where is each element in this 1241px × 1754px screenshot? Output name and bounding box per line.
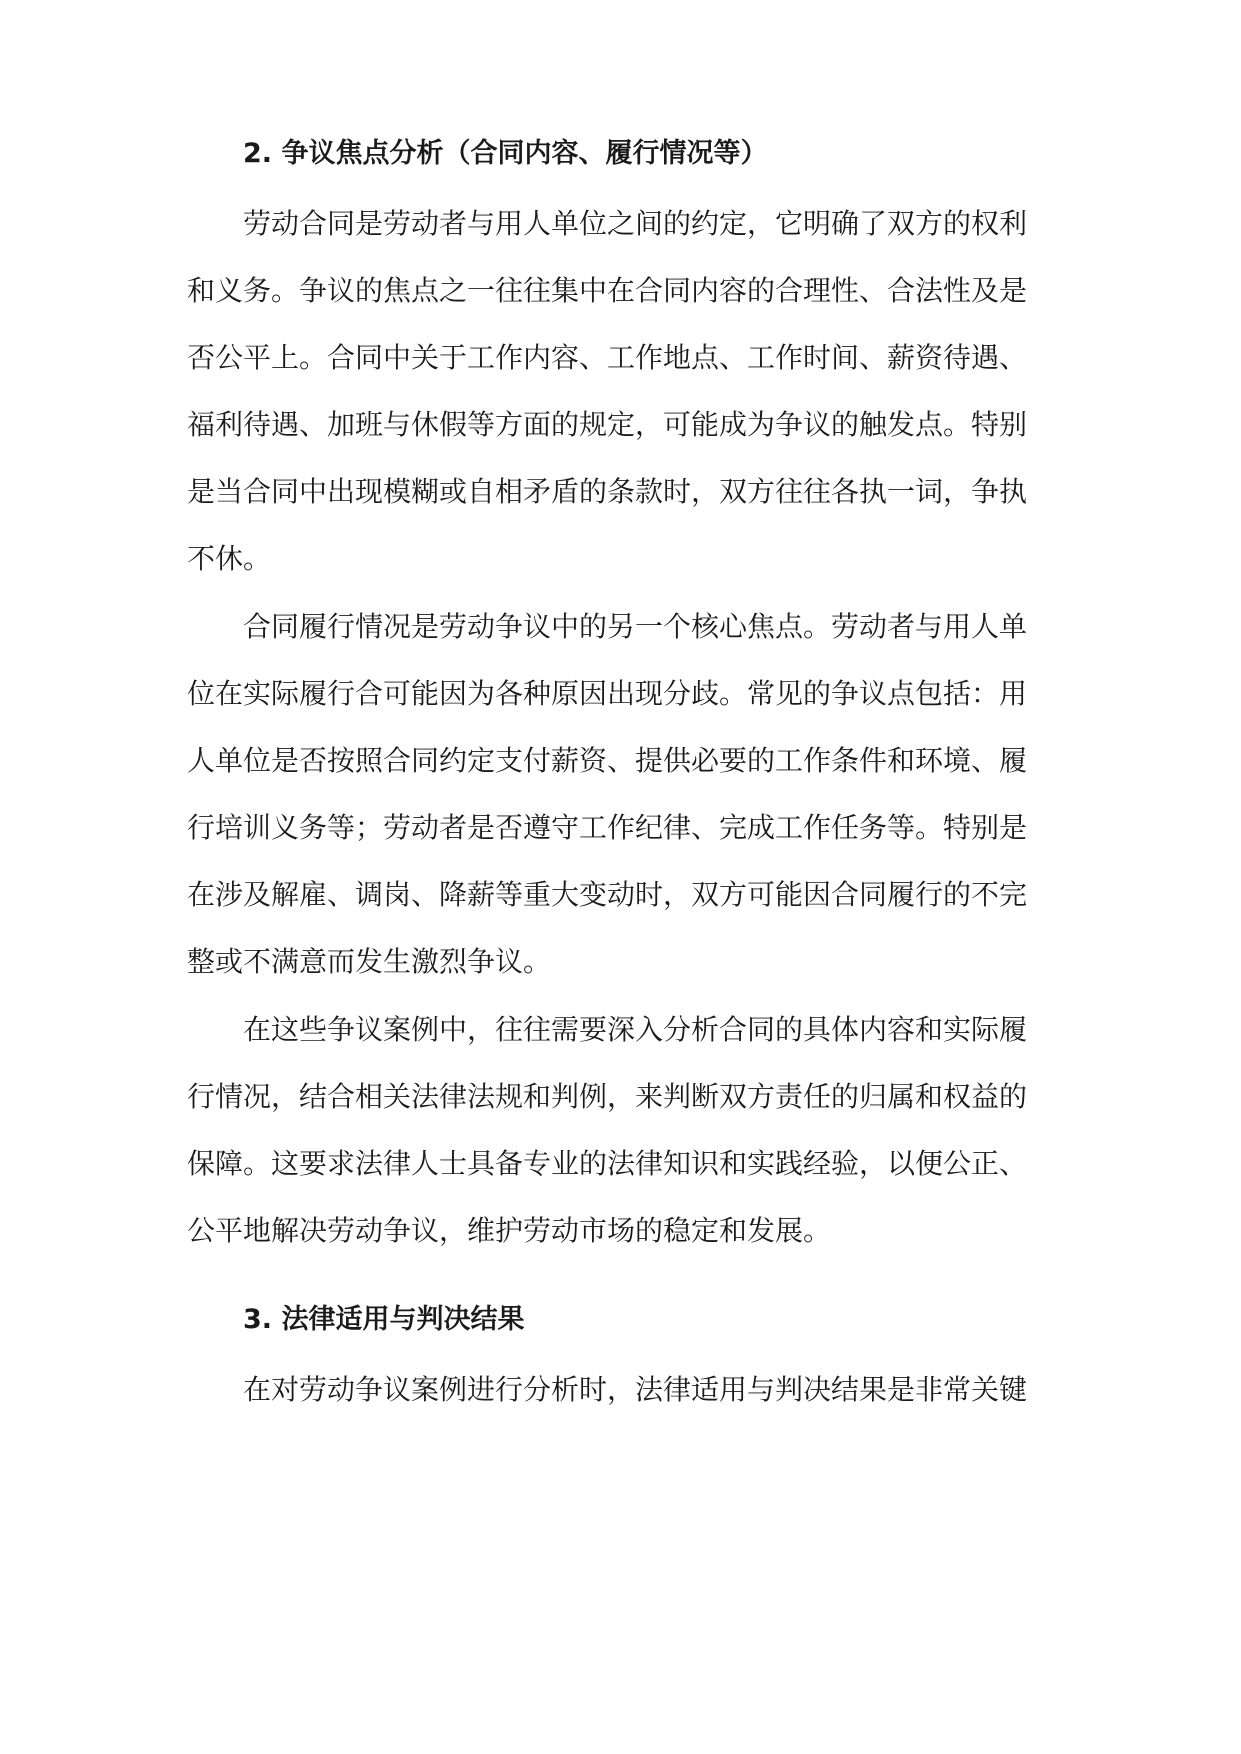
section-heading: 3. 法律适用与判决结果	[243, 1304, 525, 1335]
paragraph-line: 行情况，结合相关法律法规和判例，来判断双方责任的归属和权益的	[187, 1080, 1028, 1113]
paragraph-line: 行培训义务等；劳动者是否遵守工作纪律、完成工作任务等。特别是	[187, 811, 1028, 844]
paragraph-line: 否公平上。合同中关于工作内容、工作地点、工作时间、薪资待遇、	[187, 341, 1028, 374]
paragraph-line: 保障。这要求法律人士具备专业的法律知识和实践经验，以便公正、	[187, 1147, 1028, 1180]
paragraph-line: 位在实际履行合可能因为各种原因出现分歧。常见的争议点包括：用	[187, 677, 1028, 710]
paragraph-line: 劳动合同是劳动者与用人单位之间的约定，它明确了双方的权利	[243, 207, 1028, 240]
paragraph-line: 在对劳动争议案例进行分析时，法律适用与判决结果是非常关键	[243, 1373, 1028, 1406]
paragraph-line: 合同履行情况是劳动争议中的另一个核心焦点。劳动者与用人单	[243, 610, 1028, 643]
paragraph-line: 公平地解决劳动争议，维护劳动市场的稳定和发展。	[187, 1214, 832, 1247]
paragraph-line: 是当合同中出现模糊或自相矛盾的条款时，双方往往各执一词，争执	[187, 475, 1028, 508]
paragraph-line: 在涉及解雇、调岗、降薪等重大变动时，双方可能因合同履行的不完	[187, 878, 1028, 911]
paragraph-line: 在这些争议案例中，往往需要深入分析合同的具体内容和实际履	[243, 1013, 1028, 1046]
paragraph-line: 福利待遇、加班与休假等方面的规定，可能成为争议的触发点。特别	[187, 408, 1028, 441]
paragraph-line: 人单位是否按照合同约定支付薪资、提供必要的工作条件和环境、履	[187, 744, 1028, 777]
section-heading: 2. 争议焦点分析（合同内容、履行情况等）	[243, 138, 768, 169]
paragraph-line: 整或不满意而发生激烈争议。	[187, 945, 552, 978]
paragraph-line: 不休。	[187, 542, 272, 575]
paragraph-line: 和义务。争议的焦点之一往往集中在合同内容的合理性、合法性及是	[187, 274, 1028, 307]
